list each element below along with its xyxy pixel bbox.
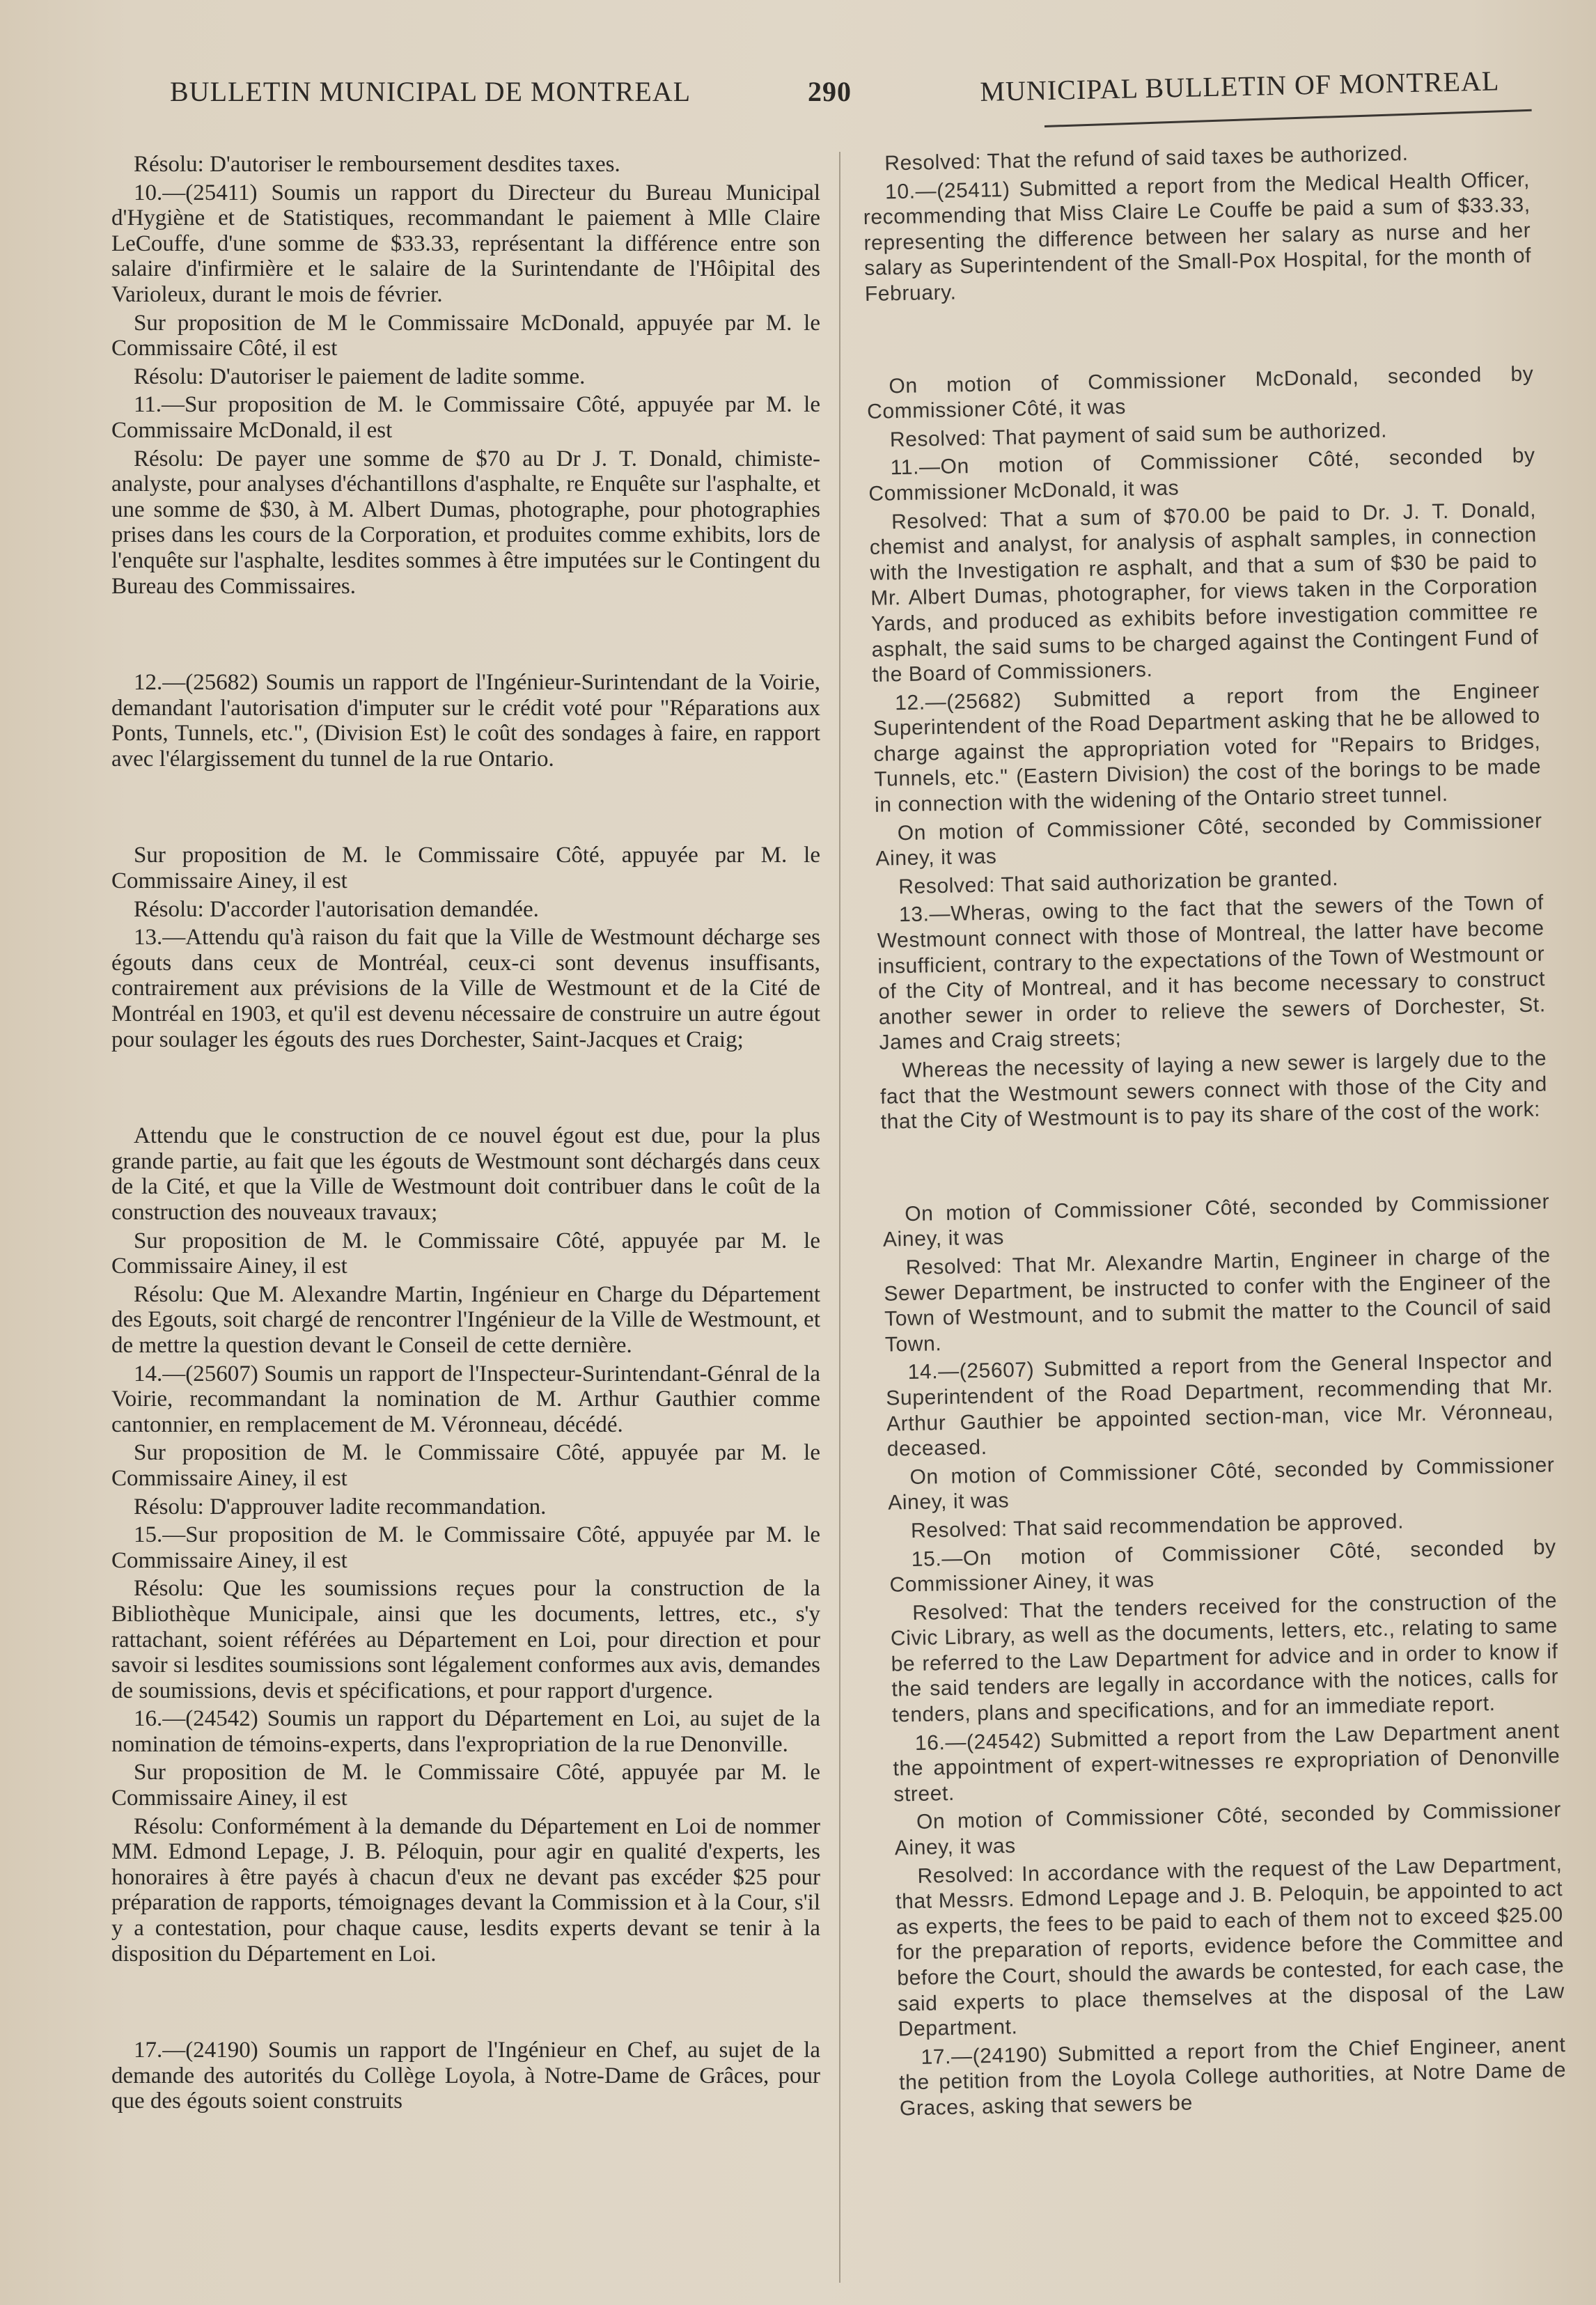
- english-paragraph: Resolved: That payment of said sum be authorized.: [889, 419, 1388, 452]
- english-paragraph: 13.—Wheras, owing to the fact that the sewers of the Town of Westmount connect with those of Montreal, the latter have become insufficient, contrary to the expectations of the Town of Westmount or of the City of Montreal, and it has become necessary to construct another sewer in order to relieve the sewers of Dorchester, St. James and Craig streets;: [877, 891, 1547, 1055]
- french-paragraph: Sur proposition de M. le Commissaire Côté, appuyée par M. le Commissaire Ainey, il est: [111, 1228, 820, 1279]
- header-rule: [1045, 109, 1532, 127]
- french-paragraph: Résolu: D'autoriser le remboursement desdites taxes.: [134, 152, 620, 177]
- french-paragraph: 15.—Sur proposition de M. le Commissaire Côté, appuyée par M. le Commissaire Ainey, il est: [111, 1522, 820, 1573]
- page-number: 290: [808, 76, 852, 107]
- french-paragraph: Résolu: De payer une somme de $70 au Dr J. T. Donald, chimiste-analyste, pour analyses d'échantillons d'asphalte, re Enquête sur l'asphalte, et une somme de $30, à M. Albert Dumas, photographe, pour photographies prises dans les cours de la Corporation, et produites comme exhibits, lors de l'enquête sur l'asphalte, lesdites sommes à être imputées sur le Contingent du Bureau des Commissaires.: [111, 446, 820, 599]
- english-paragraph: 11.—On motion of Commissioner Côté, seconded by Commissioner McDonald, it was: [868, 444, 1535, 506]
- english-paragraph: 15.—On motion of Commissioner Côté, seconded by Commissioner Ainey, it was: [889, 1535, 1556, 1597]
- english-paragraph: On motion of Commissioner Côté, seconded by Commissioner Ainey, it was: [882, 1190, 1550, 1252]
- french-paragraph: Résolu: Que M. Alexandre Martin, Ingénieur en Charge du Département des Egouts, soit chargé de rencontrer l'Ingénieur de la Ville de Westmount, et de mettre la question devant le Conseil de cette dernière.: [111, 1281, 820, 1358]
- english-paragraph: 17.—(24190) Submitted a report from the Chief Engineer, anent the petition from the Loyola College authorities, at Notre Dame de Graces, asking that sewers be: [898, 2033, 1567, 2120]
- french-paragraph: Sur proposition de M. le Commissaire Côté, appuyée par M. le Commissaire Ainey, il est: [111, 843, 820, 894]
- french-paragraph: 14.—(25607) Soumis un rapport de l'Inspecteur-Surintendant-Génral de la Voirie, recommandant la nomination de M. Arthur Gauthier comme cantonnier, en remplacement de M. Véronneau, décédé.: [111, 1361, 820, 1437]
- english-paragraph: 10.—(25411) Submitted a report from the Medical Health Officer, recommending that Miss Claire Le Couffe be paid a sum of $33.33, representing the difference between her salary as nurse and her salary as Superintendent of the Small-Pox Hospital, for the month of February.: [863, 168, 1532, 306]
- paragraph-spacer: [111, 795, 820, 820]
- header-right-title: MUNICIPAL BULLETIN OF MONTREAL: [980, 65, 1500, 108]
- french-paragraph: Sur proposition de M. le Commissaire Côté, appuyée par M. le Commissaire Ainey, il est: [111, 1760, 820, 1811]
- english-paragraph: Resolved: That the tenders received for the construction of the Civic Library, as well as the documents, letters, etc., relating to same be referred to the Law Department for advice and in order to know if the said tenders are legally in accordance with the notices, calls for tenders, plans and specifications, and for an immediate report.: [890, 1588, 1559, 1727]
- english-paragraph: On motion of Commissioner Côté, seconded by Commissioner Ainey, it was: [875, 809, 1542, 871]
- english-paragraph: 14.—(25607) Submitted a report from the General Inspector and Superintendent of the Road Department, recommending that Mr. Arthur Gauthier be appointed section-man, vice Mr. Véronneau, deceased.: [886, 1348, 1554, 1461]
- french-paragraph: 17.—(24190) Soumis un rapport de l'Ingénieur en Chef, au sujet de la demande des autorités du Collège Loyola, à Notre-Dame de Grâces, pour que des égouts soient construits: [111, 2038, 820, 2114]
- french-paragraph: 11.—Sur proposition de M. le Commissaire Côté, appuyée par M. le Commissaire McDonald, il est: [111, 392, 820, 443]
- english-paragraph: Resolved: In accordance with the request of the Law Department, that Messrs. Edmond Lepage and J. B. Peloquin, be appointed to act as experts, the fees to be paid to each of them not to exceed $25.00 for the preparation of reports, evidence before the Committee and before the Court, should the awards be contested, for each case, the said experts to place themselves at the disposal of the Law Department.: [895, 1852, 1565, 2041]
- english-paragraph: Resolved: That said recommendation be approved.: [910, 1510, 1405, 1542]
- english-paragraph: 12.—(25682) Submitted a report from the Engineer Superintendent of the Road Department asking that he be allowed to charge against the appropriation voted for "Repairs to Bridges, Tunnels, etc." (Eastern Division) the cost of the borings to be made in connection with the widening of the Ontario street tunnel.: [873, 679, 1542, 817]
- french-paragraph: Résolu: D'accorder l'autorisation demandée.: [134, 896, 539, 922]
- english-paragraph: Resolved: That said authorization be granted.: [898, 866, 1339, 899]
- paragraph-spacer: [882, 1143, 1549, 1181]
- french-paragraph: Résolu: D'autoriser le paiement de ladite somme.: [134, 364, 586, 389]
- paragraph-spacer: [111, 622, 820, 647]
- english-paragraph: On motion of Commissioner Côté, seconded by Commissioner Ainey, it was: [894, 1798, 1562, 1860]
- english-paragraph: Resolved: That Mr. Alexandre Martin, Engineer in charge of the Sewer Department, be instructed to confer with the Engineer of the Town of Westmount, and to submit the matter to the Council of said Town.: [884, 1244, 1552, 1357]
- french-paragraph: Sur proposition de M le Commissaire McDonald, appuyée par M. le Commissaire Côté, il est: [111, 310, 820, 361]
- french-paragraph: Sur proposition de M. le Commissaire Côté, appuyée par M. le Commissaire Ainey, il est: [111, 1440, 820, 1491]
- header-left-title: BULLETIN MUNICIPAL DE MONTREAL: [170, 76, 691, 107]
- paragraph-spacer: [111, 1990, 820, 2015]
- english-paragraph: On motion of Commissioner McDonald, seconded by Commissioner Côté, it was: [866, 362, 1534, 424]
- column-divider: [839, 152, 840, 2283]
- french-paragraph: 13.—Attendu qu'à raison du fait que la Ville de Westmount décharge ses égouts dans ceux de Montréal, ceux-ci sont devenus insuffisants, contrairement aux prévisions de la Ville de Westmount et de la Cité de Montréal en 1903, et qu'il est devenu nécessaire de construire un autre égout pour soulager les égouts des rues Dorchester, Saint-Jacques et Craig;: [111, 925, 820, 1052]
- french-paragraph: Attendu que le construction de ce nouvel égout est due, pour la plus grande partie, au fait que les égouts de Westmount sont déchargés dans ceux de la Cité, et que la Ville de Westmount doit contribuer dans le coût de la construction des nouveaux travaux;: [111, 1123, 820, 1225]
- french-paragraph: Résolu: Conformément à la demande du Département en Loi de nommer MM. Edmond Lepage, J. B. Péloquin, pour agir en qualité d'experts, les honoraires à être payés à chacun d'eux ne devant pas excéder $25 pour préparation de rapports, témoignages devant la Commission et à la Cour, s'il y a contestation, pour chaque cause, lesdits experts devant se tenir à la disposition du Département en Loi.: [111, 1813, 820, 1967]
- english-column: [862, 139, 1567, 2125]
- french-paragraph: 16.—(24542) Soumis un rapport du Département en Loi, au sujet de la nomination de témoins-experts, dans l'expropriation de la rue Denonville.: [111, 1706, 820, 1757]
- paragraph-spacer: [111, 1075, 820, 1100]
- english-paragraph: Whereas the necessity of laying a new sewer is largely due to the fact that the Westmount sewers connect with those of the City and that the City of Westmount is to pay its share of the cost of the work:: [879, 1047, 1548, 1134]
- french-paragraph: Résolu: D'approuver ladite recommandation.: [134, 1494, 547, 1519]
- english-paragraph: 16.—(24542) Submitted a report from the Law Department anent the appointment of expert-witnesses re expropriation of Denonville street.: [893, 1719, 1560, 1806]
- french-paragraph: 10.—(25411) Soumis un rapport du Directeur du Bureau Municipal d'Hygiène et de Statistiques, recommandant le paiement à Mlle Claire LeCouffe, d'une somme de $33.33, représentant la différence entre son salaire d'infirmière et le salaire de la Surintendante de l'Hôipital des Varioleux, durant le mois de février.: [111, 180, 820, 307]
- english-paragraph: Resolved: That the refund of said taxes be authorized.: [884, 141, 1409, 175]
- french-paragraph: Résolu: Que les soumissions reçues pour la construction de la Bibliothèque Municipale, ainsi que les documents, lettres, etc., s'y rattachant, soient référées au Département en Loi, pour direction et pour savoir si lesdites soumissions sont légalement conformes aux avis, demandes de soumissions, devis et spécifications, et pour rapport d'urgence.: [111, 1576, 820, 1703]
- paragraph-spacer: [866, 315, 1533, 353]
- french-paragraph: 12.—(25682) Soumis un rapport de l'Ingénieur-Surintendant de la Voirie, demandant l'autorisation d'imputer sur le crédit voté pour "Réparations aux Ponts, Tunnels, etc.", (Division Est) le coût des sondages à faire, en rapport avec l'élargissement du tunnel de la rue Ontario.: [111, 670, 820, 772]
- french-column: [111, 152, 820, 2117]
- english-paragraph: Resolved: That a sum of $70.00 be paid to Dr. J. T. Donald, chemist and analyst, for analysis of asphalt samples, in connection with the Investigation re asphalt, and that a sum of $30 be paid to Mr. Albert Dumas, photographer, for views taken in the Corporation Yards, and produced as exhibits before investigation committee re asphalt, the said sums to be charged against the Contingent Fund of the Board of Commissioners.: [869, 498, 1539, 687]
- english-paragraph: On motion of Commissioner Côté, seconded by Commissioner Ainey, it was: [887, 1453, 1555, 1515]
